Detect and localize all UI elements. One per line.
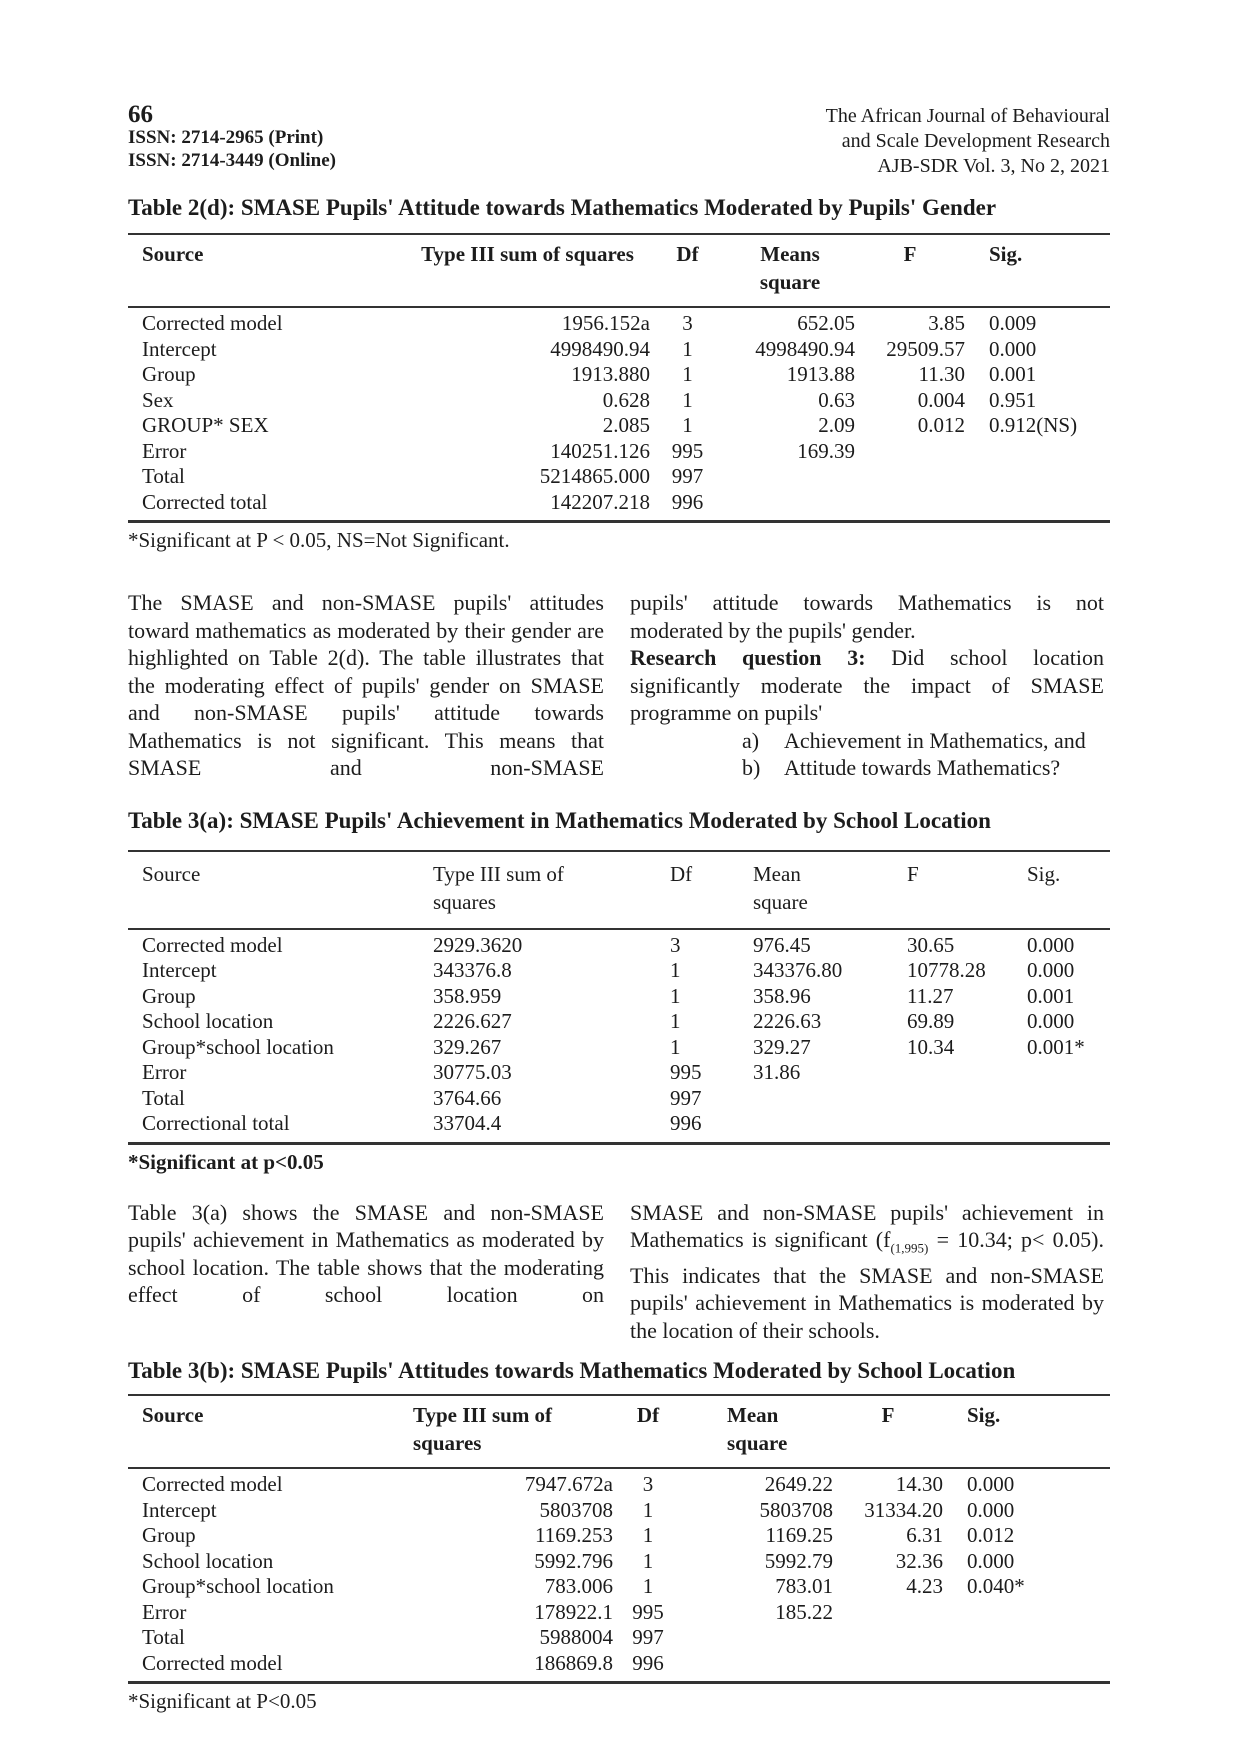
table-cell [1027, 1060, 1110, 1086]
table-cell [833, 1625, 943, 1651]
table-row [128, 413, 1110, 439]
table-cell: Group*school location [142, 1574, 334, 1599]
table-cell: 1913.880 [571, 362, 650, 386]
column-header: Type III sum of squares [433, 861, 564, 914]
table-cell: 0.912(NS) [989, 413, 1078, 437]
table-cell: 343376.80 [753, 958, 843, 982]
table-row [128, 439, 1110, 465]
table-cell: 0.000 [989, 336, 1037, 361]
table-row [128, 1549, 1110, 1575]
journal-title-line2: and Scale Development Research [841, 130, 1110, 152]
table-cell: 1913.88 [786, 362, 855, 386]
table-cell: 0.009 [989, 311, 1037, 335]
table-cell: 1 [642, 1548, 654, 1573]
column-header: Means square [759, 242, 821, 294]
table-cell: 33704.4 [433, 1111, 502, 1135]
table-cell: 169.39 [797, 438, 855, 463]
table-3a-section [128, 806, 1110, 1175]
table-cell: 0.001* [1027, 1034, 1085, 1059]
table-row [128, 362, 1110, 388]
table-cell [907, 1086, 1027, 1112]
column-header: Df [670, 861, 693, 886]
table-cell: 996 [671, 489, 704, 514]
table-cell [753, 1111, 907, 1137]
table-2d-section [128, 193, 1110, 553]
table-row [128, 1498, 1110, 1524]
table-cell [907, 1060, 1027, 1086]
table-cell: 142207.218 [550, 489, 650, 514]
list-item-a-text: Achievement in Mathematics, and [784, 727, 1086, 753]
body2-right-text-pre: SMASE and non-SMASE pupils' achievement in Mathematics is significant (f [630, 1199, 1104, 1252]
table-cell: 186869.8 [534, 1650, 613, 1675]
table-cell: 5992.796 [534, 1548, 613, 1573]
list-item-b-text: Attitude towards Mathematics? [784, 755, 1061, 780]
table-cell: Intercept [142, 958, 217, 982]
table-3b-footnote: *Significant at P<0.05 [128, 1689, 317, 1714]
table-cell: 4998490.94 [755, 336, 855, 361]
table-cell: 976.45 [753, 932, 811, 957]
column-header: F [881, 1403, 895, 1428]
table-cell: 2.09 [818, 413, 855, 437]
list-item-b-marker: b) [742, 755, 761, 780]
body-text-block-1 [128, 589, 1110, 782]
table-cell: 11.27 [907, 983, 954, 1008]
table-cell [855, 490, 965, 516]
table-row [128, 1625, 1110, 1651]
table-row [128, 311, 1110, 337]
table-cell: 996 [670, 1111, 702, 1135]
table-cell: 358.959 [433, 983, 502, 1008]
column-header: Mean square [753, 861, 808, 914]
table-body [128, 930, 1110, 1142]
table-cell: 14.30 [895, 1472, 943, 1497]
table-row [128, 490, 1110, 516]
table-cell [683, 1625, 833, 1651]
column-header: Df [636, 1403, 660, 1428]
table-cell: 0.040* [967, 1574, 1025, 1599]
table-cell: 10.34 [907, 1034, 955, 1059]
table-cell: 5803708 [539, 1497, 613, 1522]
table-cell: 1 [642, 1523, 654, 1548]
table-cell [943, 1600, 1110, 1626]
table-cell: 783.006 [544, 1574, 613, 1599]
table-cell [855, 439, 965, 465]
table-cell: Corrected model [142, 1472, 283, 1497]
table-cell: 0.000 [1027, 958, 1075, 982]
table-cell: Corrected model [142, 311, 283, 335]
body2-right-text-post: = 10.34; p< 0.05). This indicates that the SMASE and non-SMASE pupils' achievement in Mathematics is moderated by the location of their schools. [630, 1227, 1104, 1343]
table-cell [725, 490, 855, 516]
table-cell: 178922.1 [534, 1599, 613, 1624]
table-cell [907, 1111, 1027, 1137]
table-cell: 5214865.000 [539, 464, 650, 488]
table-cell: 2226.627 [433, 1009, 512, 1033]
table-row [128, 388, 1110, 414]
table-cell: 4998490.94 [550, 336, 650, 361]
page-header [128, 101, 1110, 179]
research-question-text: Did school location significantly moderate the impact of SMASE programme on pupils' [630, 645, 1104, 725]
table-cell: 11.30 [918, 362, 965, 386]
column-header: Source [142, 861, 201, 886]
column-header: Sig. [989, 242, 1023, 266]
table-cell: 5803708 [759, 1497, 833, 1522]
journal-title-line1: The African Journal of Behavioural [825, 105, 1110, 127]
table-body [128, 1469, 1110, 1681]
table-cell: 29509.57 [886, 336, 965, 361]
table-cell: 0.000 [967, 1548, 1015, 1573]
body1-left-paragraph: The SMASE and non-SMASE pupils' attitudes toward mathematics as moderated by their gender are highlighted on Table 2(d). The table illustrates that the moderating effect of pupils' gender on SMASE and non-SMASE pupils' attitude towards Mathematics is not significant. This means that SMASE and non-SMASE [128, 590, 604, 780]
table-cell: Error [142, 1599, 187, 1624]
table-3a-caption: Table 3(a): SMASE Pupils' Achievement in Mathematics Moderated by School Location [128, 807, 991, 833]
research-question-label: Research question 3: [630, 645, 866, 670]
table-cell: Corrected total [142, 489, 268, 514]
table-row [128, 1600, 1110, 1626]
table-cell: 0.001 [989, 362, 1037, 386]
table-2d-caption: Table 2(d): SMASE Pupils' Attitude towards Mathematics Moderated by Pupils' Gender [128, 195, 997, 220]
table-row [128, 1086, 1110, 1112]
table-cell [833, 1651, 943, 1677]
table-cell: Sex [142, 387, 174, 412]
table-cell: 997 [632, 1625, 664, 1650]
column-header: Sig. [967, 1403, 1001, 1428]
table-row [128, 337, 1110, 363]
table-cell: 997 [670, 1085, 702, 1110]
table-cell: 0.628 [602, 387, 650, 412]
table-cell: Group [142, 1523, 196, 1548]
issn-print: ISSN: 2714-2965 (Print) [128, 127, 324, 148]
list-item-a-marker: a) [742, 727, 760, 753]
f-statistic-subscript: (1,995) [890, 1240, 929, 1256]
table-cell: GROUP* SEX [142, 413, 269, 437]
table-cell [833, 1600, 943, 1626]
anova-table-2d [128, 233, 1110, 523]
table-cell: Total [142, 1625, 185, 1650]
table-cell: 3 [670, 932, 681, 957]
table-cell: Total [142, 1085, 185, 1110]
table-cell [965, 490, 1110, 516]
table-cell [753, 1086, 907, 1112]
table-row [128, 1035, 1110, 1061]
table-header-row [128, 1396, 1110, 1469]
table-3a-footnote: *Significant at p<0.05 [128, 1149, 324, 1174]
table-cell: 5992.79 [764, 1548, 833, 1573]
table-cell: 997 [671, 464, 704, 488]
table-cell: 996 [632, 1650, 664, 1675]
table-cell: 2226.63 [753, 1009, 822, 1033]
table-row [128, 958, 1110, 984]
table-cell: 2649.22 [764, 1472, 833, 1497]
issn-online: ISSN: 2714-3449 (Online) [128, 150, 336, 171]
table-header-row [128, 852, 1110, 930]
table-cell: 3.85 [928, 311, 965, 335]
table-cell: 6.31 [906, 1523, 943, 1548]
body1-right-column [630, 589, 1104, 782]
table-cell: Total [142, 464, 185, 488]
table-cell [943, 1625, 1110, 1651]
table-cell: Intercept [142, 1497, 217, 1522]
page-number: 66 [128, 101, 153, 128]
table-cell: 69.89 [907, 1009, 955, 1033]
table-cell: 1169.25 [765, 1523, 833, 1548]
table-2d-footnote: *Significant at P < 0.05, NS=Not Significant. [128, 528, 510, 552]
list-item-a [742, 727, 1104, 755]
body2-left-paragraph: Table 3(a) shows the SMASE and non-SMASE pupils' achievement in Mathematics as moderated by school location. The table shows that the moderating effect of school location on [128, 1199, 604, 1307]
research-question-paragraph [630, 644, 1104, 727]
table-cell: 0.004 [917, 387, 965, 412]
table-cell: 329.27 [753, 1034, 811, 1059]
table-3b-caption: Table 3(b): SMASE Pupils' Attitudes towards Mathematics Moderated by School Location [128, 1358, 1016, 1384]
anova-table-3b [128, 1394, 1110, 1684]
column-header: Df [676, 242, 699, 266]
table-cell: 1 [670, 1034, 681, 1059]
body2-right-column [630, 1199, 1104, 1345]
table-cell: 995 [632, 1599, 664, 1624]
table-cell: 0.000 [967, 1472, 1015, 1497]
table-row [128, 464, 1110, 490]
header-left-block [128, 101, 336, 172]
table-cell: Error [142, 438, 187, 463]
table-cell [965, 439, 1110, 465]
table-cell: 4.23 [906, 1574, 943, 1599]
table-cell: 1169.253 [535, 1523, 613, 1548]
table-row [128, 984, 1110, 1010]
table-cell: Error [142, 1060, 187, 1084]
table-cell: 1956.152a [561, 311, 650, 335]
table-cell: 329.267 [433, 1034, 502, 1059]
table-cell [1027, 1086, 1110, 1112]
table-cell: 995 [670, 1060, 702, 1084]
table-cell: 995 [671, 438, 704, 463]
table-cell: 1 [682, 387, 693, 412]
table-cell: 32.36 [895, 1548, 943, 1573]
table-cell: Group*school location [142, 1034, 334, 1059]
column-header: Source [142, 242, 204, 266]
table-row [128, 1651, 1110, 1677]
table-cell: 0.012 [917, 413, 965, 437]
table-3b-section [128, 1356, 1110, 1714]
table-cell [683, 1651, 833, 1677]
table-cell: 30775.03 [433, 1060, 512, 1084]
table-cell: 3 [682, 311, 693, 335]
table-cell: 5988004 [539, 1625, 613, 1650]
table-cell: 358.96 [753, 983, 811, 1008]
table-cell: 652.05 [797, 311, 855, 335]
table-cell: Corrected model [142, 1650, 283, 1675]
table-cell: 1 [670, 958, 681, 982]
table-cell: Corrected model [142, 932, 283, 957]
table-cell: 2929.3620 [433, 932, 523, 957]
table-cell: 343376.8 [433, 958, 512, 982]
table-cell: 0.951 [989, 387, 1037, 412]
table-cell [943, 1651, 1110, 1677]
table-cell: School location [142, 1009, 274, 1033]
table-cell [1027, 1111, 1110, 1137]
table-header-row [128, 235, 1110, 308]
table-cell: 185.22 [775, 1599, 833, 1624]
table-cell: 1 [642, 1574, 654, 1599]
table-cell: 31.86 [753, 1060, 801, 1084]
anova-table-3a [128, 850, 1110, 1145]
table-cell: 30.65 [907, 932, 955, 957]
table-cell: Group [142, 362, 196, 386]
body1-left-column [128, 589, 604, 782]
table-cell: 3764.66 [433, 1085, 502, 1110]
table-cell: 31334.20 [864, 1497, 943, 1522]
table-body [128, 308, 1110, 520]
column-header: Sig. [1027, 861, 1061, 886]
table-cell: 0.000 [967, 1497, 1015, 1522]
table-cell [725, 464, 855, 490]
column-header: F [903, 242, 917, 266]
table-row [128, 1060, 1110, 1086]
table-cell: 3 [642, 1472, 654, 1497]
column-header: Type III sum of squares [421, 242, 634, 266]
table-cell: 7947.672a [524, 1472, 613, 1497]
research-question-list [742, 727, 1104, 782]
column-header: Source [142, 1403, 204, 1428]
table-row [128, 1523, 1110, 1549]
table-cell: 1 [682, 413, 693, 437]
table-cell: 140251.126 [550, 438, 650, 463]
body2-right-paragraph [630, 1199, 1104, 1345]
column-header: Type III sum of squares [413, 1403, 553, 1456]
table-cell: 783.01 [775, 1574, 833, 1599]
list-item-b [742, 754, 1104, 782]
table-cell: 0.63 [818, 387, 855, 412]
table-row [128, 1574, 1110, 1600]
table-cell [855, 464, 965, 490]
column-header: Mean square [727, 1403, 788, 1456]
table-cell: 0.000 [1027, 1009, 1075, 1033]
body1-right-paragraph: pupils' attitude towards Mathematics is not moderated by the pupils' gender. [630, 590, 1104, 643]
table-cell: 1 [682, 336, 693, 361]
table-cell: 0.001 [1027, 983, 1075, 1008]
table-cell: 2.085 [602, 413, 650, 437]
body2-left-column [128, 1199, 604, 1345]
table-cell: 1 [682, 362, 693, 386]
table-cell: Group [142, 983, 196, 1008]
column-header: F [907, 861, 919, 886]
table-cell: 1 [670, 983, 681, 1008]
table-row [128, 1111, 1110, 1137]
table-cell: 1 [670, 1009, 681, 1033]
table-cell: 1 [642, 1497, 654, 1522]
body-text-block-2 [128, 1199, 1110, 1345]
table-cell [965, 464, 1110, 490]
table-cell: 10778.28 [907, 958, 986, 982]
header-right-block [826, 104, 1110, 179]
table-cell: Intercept [142, 336, 217, 361]
table-cell: 0.000 [1027, 932, 1075, 957]
table-row [128, 1009, 1110, 1035]
table-row [128, 933, 1110, 959]
table-cell: School location [142, 1548, 274, 1573]
table-cell: 0.012 [967, 1523, 1015, 1548]
table-row [128, 1472, 1110, 1498]
journal-volume-line: AJB-SDR Vol. 3, No 2, 2021 [877, 155, 1110, 177]
table-cell: Correctional total [142, 1111, 290, 1135]
